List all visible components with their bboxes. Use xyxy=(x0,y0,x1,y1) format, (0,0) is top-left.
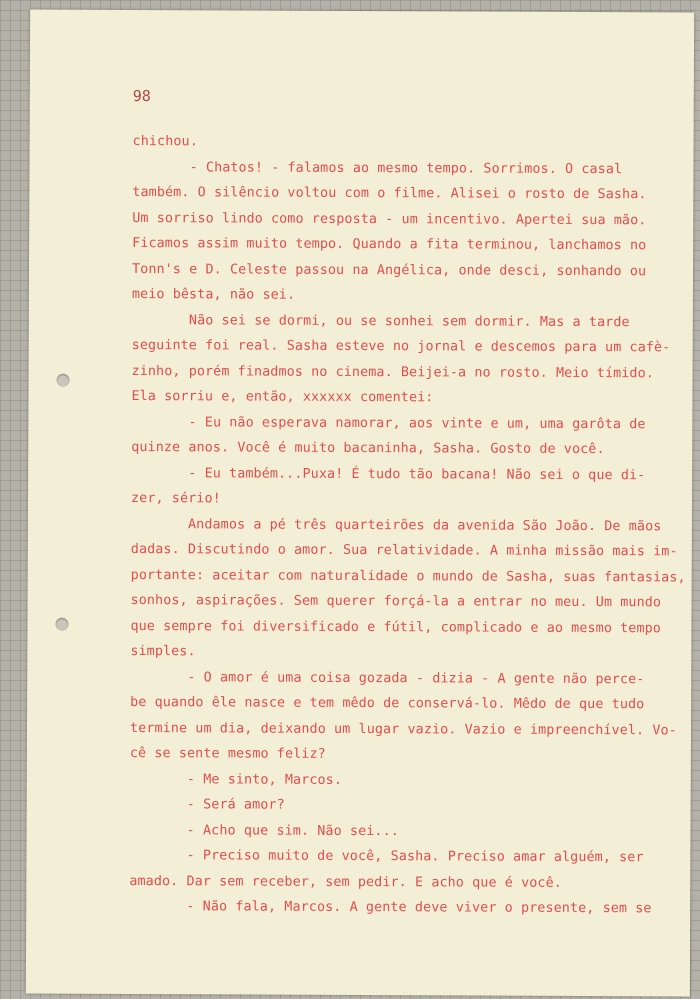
text-line: Ela sorriu e, então, xxxxxx comentei: xyxy=(131,389,434,406)
text-line: chichou. xyxy=(132,134,198,150)
text-line: que sempre foi diversificado e fútil, complicado e ao mesmo tempo xyxy=(130,618,662,636)
text-line: - Eu também...Puxa! É tudo tão bacana! Não sei o que di- xyxy=(131,465,646,483)
text-line: Tonn's e D. Celeste passou na Angélica, onde desci, sonhando ou xyxy=(131,261,647,279)
text-line: - Será amor? xyxy=(129,796,285,813)
text-line: - Preciso muito de você, Sasha. Preciso amar alguém, ser xyxy=(129,847,644,866)
text-line: - Não fala, Marcos. A gente deve viver o presente, sem se xyxy=(129,898,652,917)
text-line: dadas. Discutindo o amor. Sua relatividade. A minha missão mais im- xyxy=(130,542,678,560)
text-line: também. O silêncio voltou com o filme. Alisei o rosto de Sasha. xyxy=(132,185,647,203)
typewritten-body xyxy=(129,134,686,917)
text-line: termine um dia, deixando um lugar vazio. Vazio e impreenchível. Vo- xyxy=(129,720,677,738)
text-line: Não sei se dormi, ou se sonhei sem dormir. Mas a tarde xyxy=(131,312,630,330)
text-line: - O amor é uma coisa gozada - dizia - A gente não perce- xyxy=(130,669,645,687)
text-line: meio bêsta, não sei. xyxy=(131,287,296,303)
punch-hole-top xyxy=(57,374,70,387)
typewritten-page xyxy=(26,10,694,997)
text-line: zinho, porém finadmos no cinema. Beijei-a no rosto. Meio tímido. xyxy=(131,363,654,381)
text-line: simples. xyxy=(130,643,196,660)
text-line: sonhos, aspirações. Sem querer forçá-la a entrar no meu. Um mundo xyxy=(130,592,662,611)
text-line: Um sorriso lindo como resposta - um incentivo. Apertei sua mão. xyxy=(132,210,647,228)
text-line: Andamos a pé três quarteirões da avenida São João. De mãos xyxy=(130,516,662,534)
text-line: - Me sinto, Marcos. xyxy=(129,771,343,788)
text-line: Ficamos assim muito tempo. Quando a fita terminou, lanchamos no xyxy=(132,236,647,254)
page-number: 98 xyxy=(132,87,151,106)
text-line: - Eu não esperava namorar, aos vinte e um, uma garôta de xyxy=(131,414,646,432)
text-line: zer, sério! xyxy=(130,491,221,507)
text-line: amado. Dar sem receber, sem pedir. E acho que é você. xyxy=(129,873,562,891)
text-line: - Acho que sim. Não sei... xyxy=(129,822,399,839)
text-line: - Chatos! - falamos ao mesmo tempo. Sorrimos. O casal xyxy=(132,159,623,177)
text-line: seguinte foi real. Sasha esteve no jornal e descemos para um cafè- xyxy=(131,338,671,356)
text-line: quinze anos. Você é muito bacaninha, Sasha. Gosto de você. xyxy=(131,440,605,458)
text-line: cê se sente mesmo feliz? xyxy=(129,745,326,762)
punch-hole-bottom xyxy=(55,618,68,631)
text-line: be quando êle nasce e tem mêdo de conservá-lo. Mêdo de que tudo xyxy=(130,694,645,713)
text-line: portante: aceitar com naturalidade o mundo de Sasha, suas fantasias, xyxy=(130,567,686,585)
